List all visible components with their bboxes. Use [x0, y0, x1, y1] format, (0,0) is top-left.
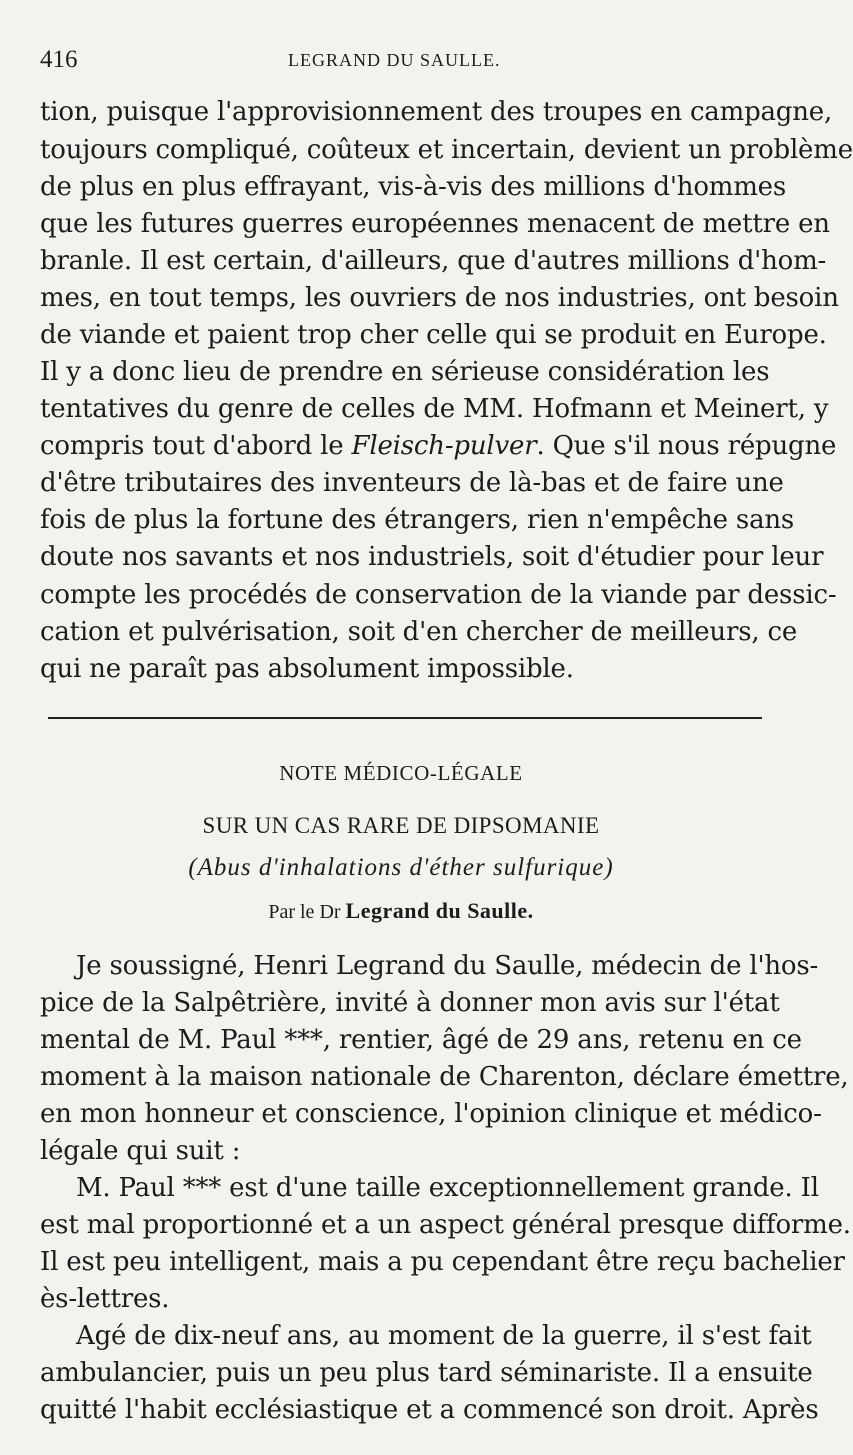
text-line: quitté l'habit ecclésiastique et a commencé son droit. Après — [40, 1395, 819, 1425]
section-divider — [48, 717, 762, 719]
text-line: cation et pulvérisation, soit d'en chercher de meilleurs, ce — [40, 617, 798, 647]
text-line-with-italic — [40, 427, 837, 465]
byline — [40, 898, 762, 924]
text-line: Il est peu intelligent, mais a pu cependant être reçu bachelier — [40, 1247, 845, 1277]
text-line: que les futures guerres européennes menacent de mettre en — [40, 209, 830, 239]
text-line: fois de plus la fortune des étrangers, rien n'empêche sans — [40, 505, 795, 535]
text-line: moment à la maison nationale de Charenton, déclare émettre, — [40, 1062, 849, 1092]
text-line: ès-lettres. — [40, 1284, 170, 1314]
text-line: en mon honneur et conscience, l'opinion clinique et médico- — [40, 1099, 822, 1129]
text-line: ambulancier, puis un peu plus tard séminariste. Il a ensuite — [40, 1358, 813, 1388]
text-line: mes, en tout temps, les ouvriers de nos industries, ont besoin — [40, 283, 839, 313]
running-title: LEGRAND DU SAULLE. — [288, 50, 501, 70]
byline-author: Legrand du Saulle. — [345, 898, 534, 923]
text-line: Il y a donc lieu de prendre en sérieuse considération les — [40, 357, 770, 387]
text-line: mental de M. Paul ***, rentier, âgé de 29 ans, retenu en ce — [40, 1025, 802, 1055]
page-number: 416 — [40, 46, 78, 73]
italic-term: Fleisch-pulver — [351, 431, 537, 461]
text-line: M. Paul *** est d'une taille exceptionnellement grande. Il — [76, 1173, 819, 1203]
text-line: compte les procédés de conservation de la viande par dessic- — [40, 580, 837, 610]
text-line: pice de la Salpêtrière, invité à donner mon avis sur l'état — [40, 988, 780, 1018]
text-segment: compris tout d'abord le — [40, 431, 352, 461]
article-subtitle: (Abus d'inhalations d'éther sulfurique) — [188, 854, 614, 881]
text-line: Agé de dix-neuf ans, au moment de la guerre, il s'est fait — [76, 1321, 812, 1351]
byline-prefix: Par le Dr — [268, 901, 341, 923]
text-line: toujours compliqué, coûteux et incertain, devient un problème — [40, 135, 853, 165]
text-line: qui ne paraît pas absolument impossible. — [40, 654, 574, 684]
text-line: Je soussigné, Henri Legrand du Saulle, médecin de l'hos- — [76, 951, 819, 981]
running-head — [40, 46, 770, 80]
text-line: tion, puisque l'approvisionnement des troupes en campagne, — [40, 97, 833, 127]
text-line: légale qui suit : — [40, 1136, 241, 1166]
text-line: d'être tributaires des inventeurs de là-bas et de faire une — [40, 468, 784, 498]
text-line: doute nos savants et nos industriels, soit d'étudier pour leur — [40, 542, 824, 572]
article-title: SUR UN CAS RARE DE DIPSOMANIE — [202, 813, 600, 838]
text-line: de plus en plus effrayant, vis-à-vis des millions d'hommes — [40, 172, 787, 202]
text-line: branle. Il est certain, d'ailleurs, que d'autres millions d'hom- — [40, 246, 827, 276]
article-heading: NOTE MÉDICO-LÉGALE — [279, 761, 523, 785]
text-segment: . Que s'il nous répugne — [536, 431, 837, 461]
text-line: est mal proportionné et a un aspect général presque difforme. — [40, 1210, 851, 1240]
text-line: de viande et paient trop cher celle qui se produit en Europe. — [40, 320, 827, 350]
text-line: tentatives du genre de celles de MM. Hofmann et Meinert, y — [40, 394, 829, 424]
